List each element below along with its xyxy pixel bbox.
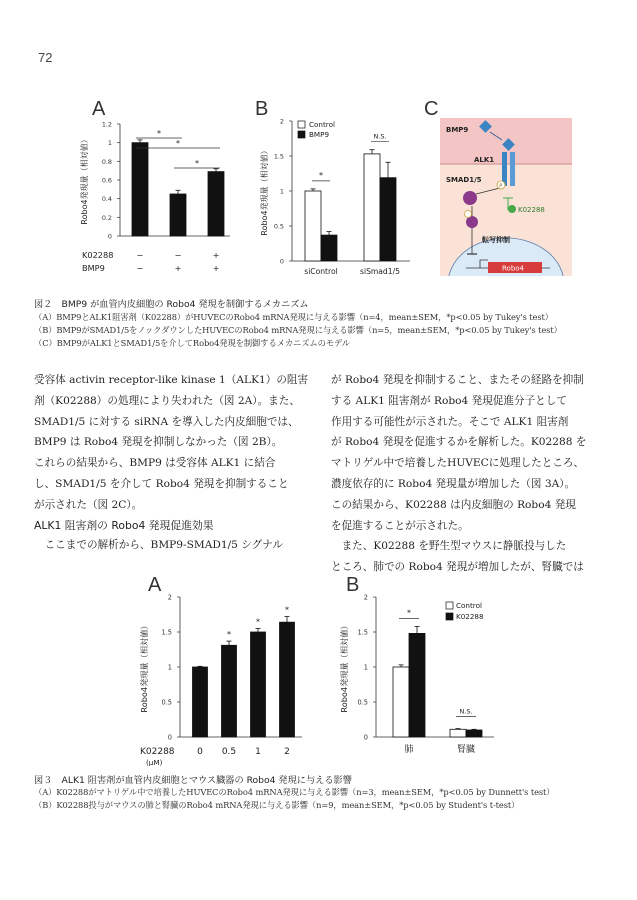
- bar: [222, 645, 237, 737]
- legend-label: Control: [309, 120, 335, 129]
- bar: [193, 667, 208, 737]
- phospho-icon-2: [465, 211, 472, 218]
- significance-star: *: [195, 159, 199, 168]
- fig2a-chart: [78, 112, 238, 297]
- y-axis-label: Robo4発現量（相対値）: [80, 135, 89, 225]
- legend-label: K02288: [456, 612, 484, 621]
- fig2-panel-c-letter: C: [424, 98, 439, 120]
- y-tick-label: 1: [107, 139, 112, 148]
- alk1-receptor-icon: [502, 152, 507, 186]
- legend-label: BMP9: [309, 130, 330, 139]
- legend-label: Control: [456, 601, 482, 610]
- body-line: を促進することが示された。: [331, 519, 469, 532]
- x-category-label: siControl: [304, 267, 338, 276]
- left-text-after-heading: [34, 535, 283, 556]
- body-line: BMP9 は Robo4 発現を抑制しなかった（図 2B）。: [34, 436, 283, 449]
- condition-sign: +: [212, 250, 220, 260]
- page-number: 72: [38, 50, 53, 65]
- body-line: この結果から、K02288 は内皮細胞の Robo4 発現: [331, 498, 576, 511]
- y-tick-label: 1: [363, 663, 368, 672]
- bar: [132, 143, 148, 236]
- left-text-column: [34, 370, 310, 516]
- y-tick-label: 0.6: [101, 176, 112, 185]
- significance-star: *: [227, 630, 231, 640]
- robo4-gene-label: Robo4: [502, 264, 525, 273]
- condition-sign: −: [136, 250, 144, 260]
- y-tick-label: 0.5: [357, 698, 368, 707]
- x-axis-label: K02288: [140, 747, 175, 757]
- body-line: する ALK1 阻害剤が Robo4 発現促進分子として: [331, 394, 567, 407]
- body-line: が示された（図 2C）。: [34, 498, 143, 511]
- smad-icon: [463, 191, 477, 205]
- y-tick-label: 0.2: [101, 213, 112, 222]
- fig3-caption-b: （B）K02288投与がマウスの肺と腎臓のRobo4 mRNA発現に与える影響（n=9，mean±SEM，*p<0.05 by Student's t-test）: [34, 800, 520, 810]
- fig2b-chart: [258, 112, 418, 282]
- body-line: し、SMAD1/5 を介して Robo4 発現を抑制すること: [34, 477, 289, 490]
- body-line: SMAD1/5 に対する siRNA を導入した内皮細胞では、: [34, 415, 299, 428]
- body-line: 受容体 activin receptor-like kinase 1（ALK1）の阻害: [34, 374, 309, 386]
- bar: [170, 194, 186, 236]
- y-tick-label: 1: [167, 663, 172, 672]
- significance-label: N.S.: [459, 707, 473, 716]
- significance-label: *: [407, 608, 411, 618]
- significance-star: *: [157, 129, 161, 138]
- fig2c-diagram: [440, 118, 572, 276]
- fig3-panel-a-letter: A: [148, 574, 162, 596]
- significance-star: *: [256, 617, 260, 627]
- condition-row-label: BMP9: [82, 263, 105, 273]
- y-tick-label: 0: [363, 733, 368, 742]
- condition-row-label: K02288: [82, 250, 114, 260]
- y-tick-label: 0.5: [161, 698, 172, 707]
- k02288-inhibitor-icon: [508, 205, 516, 213]
- significance-star: *: [176, 139, 180, 148]
- body-line: ところ、肺での Robo4 発現が増加したが、腎臓では: [331, 561, 584, 574]
- fig2-panel-b-letter: B: [255, 98, 269, 120]
- fig2-caption-b: （B）BMP9がSMAD1/5をノックダウンしたHUVECのRobo4 mRNA発現に与える影響（n=5，mean±SEM，*p<0.05 by Tukey's test）: [34, 325, 562, 335]
- y-tick-label: 0.4: [101, 195, 112, 204]
- y-tick-label: 0: [107, 232, 112, 241]
- fig2-caption-c: （C）BMP9がALK1とSMAD1/5を介してRobo4発現を制御するメカニズムのモデル: [34, 338, 350, 348]
- legend-swatch: [446, 613, 453, 620]
- body-line: マトリゲル中で培養したHUVECに処理したところ、: [331, 457, 585, 470]
- x-axis-unit: (μM): [146, 758, 163, 766]
- section-heading: ALK1 阻害剤の Robo4 発現促進効果: [34, 519, 214, 532]
- repression-label: 転写抑制: [482, 236, 510, 244]
- y-tick-label: 0: [167, 733, 172, 742]
- bar: [305, 191, 321, 261]
- legend-swatch: [298, 121, 305, 128]
- legend-swatch: [446, 602, 453, 609]
- condition-sign: −: [174, 250, 182, 260]
- x-tick-label: 0.5: [221, 747, 237, 757]
- bar: [251, 632, 266, 737]
- alk1-label: ALK1: [474, 156, 495, 164]
- fig3b-chart: [338, 586, 518, 756]
- condition-sign: +: [212, 263, 220, 273]
- bar: [466, 730, 482, 737]
- bar: [409, 633, 425, 737]
- y-axis-label: Robo4発現量（相対値）: [139, 621, 149, 713]
- y-tick-label: 1.5: [357, 628, 368, 637]
- bar: [380, 178, 396, 261]
- body-line: 作用する可能性が示された。そこで ALK1 阻害剤: [331, 415, 569, 428]
- y-axis-label: Robo4発現量（相対値）: [260, 146, 269, 236]
- significance-label: N.S.: [373, 132, 387, 141]
- fig3-caption-title: 図３ ALK1 阻害剤が血管内皮細胞とマウス臓器の Robo4 発現に与える影響: [34, 775, 352, 786]
- significance-label: *: [319, 170, 323, 180]
- fig3-caption-a: （A）K02288がマトリゲル中で培養したHUVECのRobo4 mRNA発現に与える影響（n=3，mean±SEM，*p<0.05 by Dunnett's test）: [34, 787, 555, 797]
- alk1-receptor-icon-2: [510, 152, 515, 186]
- bar: [280, 622, 295, 737]
- y-tick-label: 2: [167, 593, 172, 602]
- fig2-panel-a-letter: A: [92, 98, 106, 120]
- y-tick-label: 1: [279, 187, 284, 196]
- body-line: が Robo4 発現を促進するかを解析した。K02288 を: [331, 436, 587, 449]
- y-tick-label: 1.2: [101, 120, 112, 129]
- y-tick-label: 0.8: [101, 157, 112, 166]
- x-tick-label: 1: [255, 747, 261, 757]
- x-category-label: siSmad1/5: [360, 267, 400, 276]
- condition-sign: −: [136, 263, 144, 273]
- body-line: 濃度依存的に Robo4 発現量が増加した（図 3A）。: [331, 477, 576, 490]
- x-category-label: 肺: [404, 745, 414, 755]
- y-tick-label: 0.5: [273, 222, 284, 231]
- x-tick-label: 2: [284, 747, 290, 757]
- bar: [208, 172, 224, 236]
- x-category-label: 腎臓: [456, 745, 476, 755]
- bar: [364, 154, 380, 261]
- x-tick-label: 0: [197, 747, 203, 757]
- body-line: ここまでの解析から、BMP9-SMAD1/5 シグナル: [34, 539, 283, 551]
- phospho-label: P: [499, 183, 503, 190]
- fig3a-chart: [138, 586, 318, 766]
- y-tick-label: 0: [279, 257, 284, 266]
- bar: [393, 667, 409, 737]
- right-text-column: [331, 370, 607, 578]
- y-tick-label: 1.5: [161, 628, 172, 637]
- y-tick-label: 2: [363, 593, 368, 602]
- y-tick-label: 2: [279, 117, 284, 126]
- body-line: 剤（K02288）の処理により失われた（図 2A）。また、: [34, 394, 300, 407]
- y-tick-label: 1.5: [273, 152, 284, 161]
- fig2-caption-a: （A）BMP9とALK1阻害剤（K02288）がHUVECのRobo4 mRNA発現に与える影響（n=4，mean±SEM，*p<0.05 by Tukey's test）: [34, 312, 553, 322]
- fig2-caption-title: 図２ BMP9 が血管内皮細胞の Robo4 発現を制御するメカニズム: [34, 299, 309, 310]
- fig3-panel-b-letter: B: [346, 574, 360, 596]
- body-line: また、K02288 を野生型マウスに静脈投与した: [331, 540, 567, 553]
- bar: [450, 729, 466, 737]
- y-axis-label: Robo4発現量（相対値）: [339, 621, 349, 713]
- body-line: が Robo4 発現を抑制すること、またその経路を抑制: [331, 374, 584, 386]
- smad-label: SMAD1/5: [446, 176, 482, 184]
- bar: [321, 235, 337, 261]
- significance-star: *: [285, 605, 289, 615]
- legend-swatch: [298, 131, 305, 138]
- k02288-label: K02288: [518, 206, 545, 214]
- body-line: これらの結果から、BMP9 は受容体 ALK1 に結合: [34, 457, 276, 470]
- condition-sign: +: [174, 263, 182, 273]
- bmp9-label: BMP9: [446, 126, 469, 134]
